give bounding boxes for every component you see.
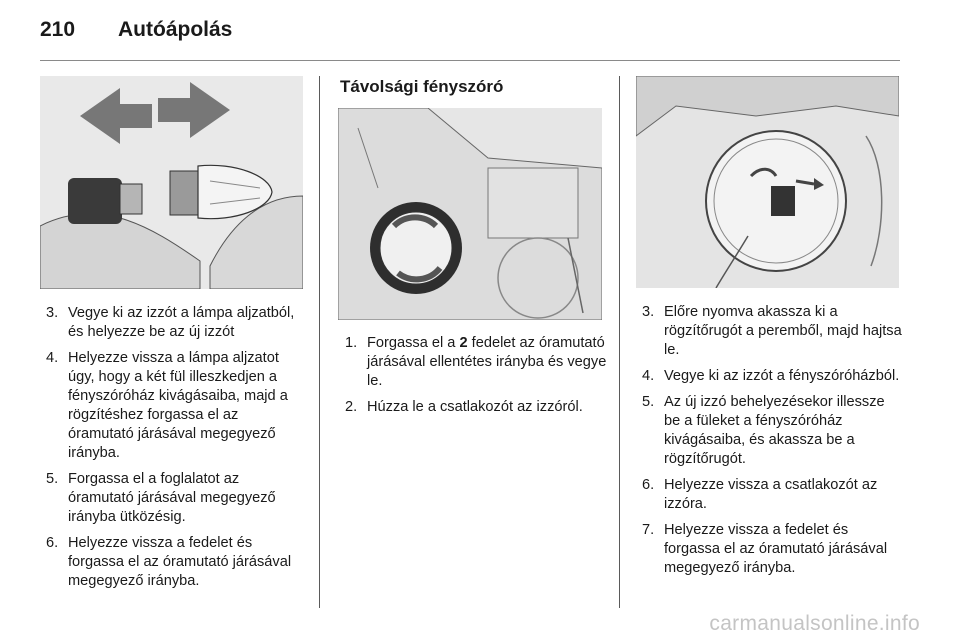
header-rule [40, 60, 900, 61]
step-item [642, 367, 904, 386]
step-number: 1. [345, 335, 358, 351]
step-text: Helyezze vissza a fedelet és forgassa el az óramutató járásával megegyező irányba. [664, 522, 888, 576]
column-divider-right [619, 76, 620, 608]
step-text: Vegye ki az izzót a lámpa aljzatból, és helyezze be az új izzót [68, 305, 295, 340]
step-number: 2. [345, 399, 358, 415]
step-number: 3. [642, 304, 655, 320]
column-divider-left [319, 76, 320, 608]
right-step-list [642, 303, 904, 578]
step-text: Előre nyomva akassza ki a rögzítőrugót a peremből, majd hajtsa le. [664, 304, 902, 358]
step-number: 5. [642, 394, 655, 410]
step-number: 7. [642, 522, 655, 538]
section-heading: Távolsági fényszóró [340, 77, 504, 96]
step-text: fedelet az óramutató járásával ellentétes irányba és vegye le. [367, 335, 607, 389]
step-text: Forgassa el a foglalatot az óramutató járásával megegyező irányba ütközésig. [68, 471, 276, 525]
middle-column [340, 77, 608, 96]
step-text: Forgassa el a [367, 335, 460, 351]
step-item [642, 521, 904, 578]
step-number: 5. [46, 471, 59, 487]
cover-illustration [338, 108, 602, 320]
step-text: Helyezze vissza a fedelet és forgassa el az óramutató járásával megegyező irányba. [68, 535, 292, 589]
step-text: Vegye ki az izzót a fényszóróházból. [664, 368, 900, 384]
high-beam-cover-figure [338, 108, 602, 320]
housing-illustration [636, 76, 899, 288]
step-item [642, 393, 904, 469]
step-text: Helyezze vissza a lámpa aljzatot úgy, hogy a két fül illeszkedjen a fényszóróház kivágásaiba, majd a rögzítéshez forgassa el az óramutató járásával megegyező irányba. [68, 350, 288, 461]
middle-steps [345, 334, 613, 424]
left-column [46, 304, 308, 598]
step-item [46, 534, 308, 591]
step-text: Húzza le a csatlakozót az izzóról. [367, 399, 583, 415]
step-number: 6. [642, 477, 655, 493]
step-item [345, 334, 613, 391]
page-header [40, 18, 232, 42]
step-item [345, 398, 613, 417]
watermark: carmanualsonline.info [709, 612, 920, 635]
step-item [46, 349, 308, 463]
step-text: Helyezze vissza a csatlakozót az izzóra. [664, 477, 878, 512]
section-title: Autóápolás [118, 18, 233, 41]
page-number: 210 [40, 18, 76, 41]
step-number: 4. [642, 368, 655, 384]
step-item [642, 476, 904, 514]
step-item [46, 470, 308, 527]
cover-reference-number: 2 [459, 335, 468, 351]
headlamp-housing-figure [636, 76, 899, 288]
middle-step-list [345, 334, 613, 417]
step-number: 6. [46, 535, 59, 551]
step-item [642, 303, 904, 360]
step-text: Az új izzó behelyezésekor illessze be a füleket a fényszóróház kivágásaiba, és akassza be a rögzítőrugót. [664, 394, 885, 467]
step-number: 4. [46, 350, 59, 366]
right-column [642, 303, 904, 585]
left-step-list [46, 304, 308, 591]
step-number: 3. [46, 305, 59, 321]
bulb-replacement-figure [40, 76, 303, 289]
bulb-illustration [40, 76, 303, 289]
step-item [46, 304, 308, 342]
